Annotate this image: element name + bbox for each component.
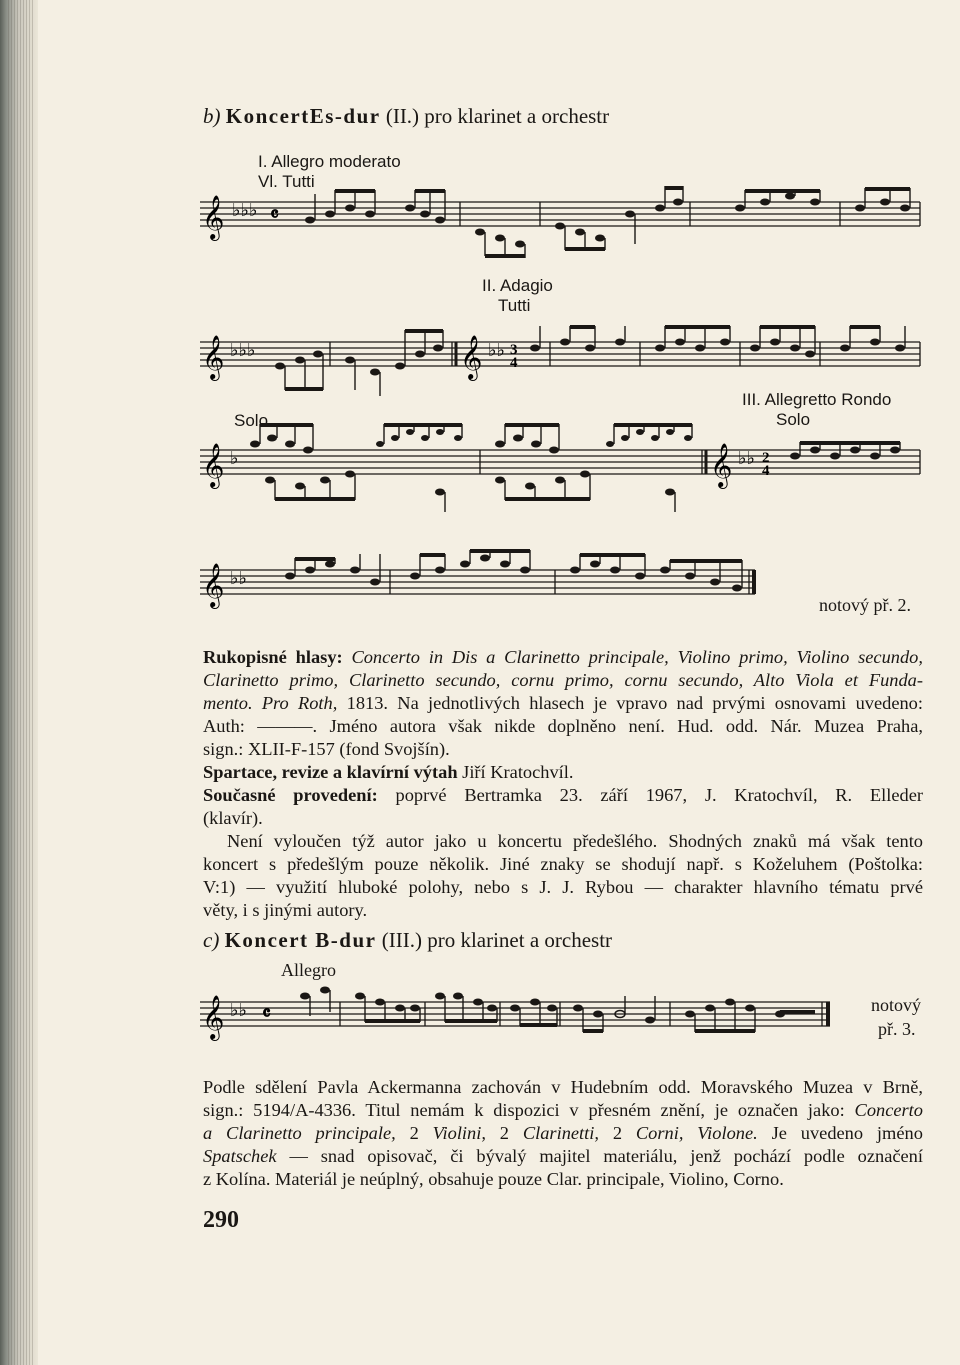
text-fragment: Corni, Violone. bbox=[635, 1123, 758, 1143]
svg-text:♭: ♭ bbox=[230, 448, 239, 469]
text-fragment: Violini, bbox=[432, 1123, 486, 1143]
example-3-label-line1: notový bbox=[871, 995, 922, 1015]
text-line bbox=[203, 1122, 923, 1145]
text-line: V:1) — využití hluboké polohy, nebo s J. J. Rybou — charakter hlavního tématu prvé bbox=[203, 877, 923, 897]
text-line bbox=[203, 646, 923, 669]
page-number: 290 bbox=[203, 1207, 239, 1233]
page-edge-stack bbox=[8, 0, 34, 1365]
movement-2-label: II. Adagio bbox=[482, 276, 553, 295]
example-2-label: notový př. 2. bbox=[819, 595, 911, 615]
section-c-letter: c) bbox=[203, 928, 220, 952]
text-fragment: 1813. Na jednotlivých hlasech je vpravo nad prvými osnovami uvedeno: bbox=[346, 693, 923, 713]
movement-1-label: I. Allegro moderato bbox=[258, 152, 401, 171]
text-fragment: Jiří Kratochvíl. bbox=[462, 762, 574, 782]
svg-text:♭♭: ♭♭ bbox=[488, 340, 505, 361]
section-b-letter: b) bbox=[203, 104, 221, 128]
tempo-allegro: Allegro bbox=[281, 960, 336, 980]
svg-text:𝄴: 𝄴 bbox=[262, 1001, 271, 1025]
text-line: Auth: ———. Jméno autora však nikde doplněno není. Hud. odd. Nár. Muzea Praha, bbox=[203, 716, 923, 736]
text-fragment: poprvé Bertramka 23. září 1967, J. Kratochvíl, R. Elleder bbox=[395, 785, 923, 805]
section-b-subtitle: (II.) pro klarinet a orchestr bbox=[385, 104, 610, 128]
text-line: sign.: XLII-F-157 (fond Svojšín). bbox=[203, 739, 450, 759]
manuscript-parts-heading: Rukopisné hlasy: bbox=[203, 647, 343, 667]
text-fragment: a Clarinetto principale, bbox=[203, 1123, 396, 1143]
text-fragment: — snad opisovač, či bývalý majitel materiálu, jenž pochází podle označení bbox=[289, 1146, 923, 1166]
section-b-title: KoncertEs-dur bbox=[225, 104, 381, 128]
text-fragment: Concerto in Dis a Clarinetto principale, Violino primo, Violino secundo, bbox=[351, 647, 923, 667]
performance-heading: Současné provedení: bbox=[203, 785, 378, 805]
section-c-heading bbox=[203, 928, 612, 953]
section-b-heading bbox=[203, 104, 609, 129]
text-line bbox=[203, 784, 923, 807]
movement-3-label: III. Allegretto Rondo bbox=[742, 390, 892, 409]
svg-text:4: 4 bbox=[510, 355, 518, 371]
svg-text:𝄞: 𝄞 bbox=[202, 563, 225, 607]
solo-marking-left: Solo bbox=[234, 411, 269, 430]
svg-text:𝄞: 𝄞 bbox=[202, 995, 225, 1039]
text-line bbox=[203, 1099, 923, 1122]
text-line bbox=[203, 692, 923, 715]
text-fragment: Spatschek bbox=[203, 1146, 277, 1166]
svg-text:𝄞: 𝄞 bbox=[202, 335, 225, 379]
text-line: (klavír). bbox=[203, 808, 263, 828]
svg-text:♭♭♭: ♭♭♭ bbox=[230, 340, 256, 361]
svg-text:𝄞: 𝄞 bbox=[202, 443, 225, 487]
svg-text:3: 3 bbox=[510, 342, 518, 358]
text-line: věty, i s jinými autory. bbox=[203, 900, 368, 920]
source-description bbox=[203, 1076, 923, 1191]
svg-text:𝄞: 𝄞 bbox=[202, 195, 225, 239]
svg-text:♭♭: ♭♭ bbox=[230, 568, 247, 589]
music-staff-1 bbox=[200, 186, 925, 266]
section-c-subtitle: (III.) pro klarinet a orchestr bbox=[381, 928, 613, 952]
movement-3-sub: Solo bbox=[776, 410, 811, 429]
svg-text:4: 4 bbox=[762, 463, 770, 479]
text-fragment: 2 bbox=[409, 1123, 419, 1143]
text-line: Podle sdělení Pavla Ackermanna zachován v Hudebním odd. Moravského Muzea v Brně, bbox=[203, 1077, 923, 1097]
text-line: Není vyloučen týž autor jako u koncertu předešlého. Shodných znaků má však tento bbox=[227, 831, 923, 851]
manuscript-description bbox=[203, 646, 923, 922]
text-fragment: Je uvedeno jméno bbox=[771, 1123, 923, 1143]
text-fragment: 2 bbox=[499, 1123, 509, 1143]
svg-text:𝄞: 𝄞 bbox=[710, 443, 733, 487]
svg-text:♭♭♭: ♭♭♭ bbox=[232, 200, 258, 221]
music-staff-4 bbox=[200, 548, 760, 618]
text-fragment: mento. Pro Roth, bbox=[203, 693, 338, 713]
text-line bbox=[203, 761, 923, 784]
text-fragment: Concerto bbox=[854, 1100, 923, 1120]
example-3-label-line2: př. 3. bbox=[878, 1019, 916, 1039]
svg-text:♭♭: ♭♭ bbox=[230, 1000, 247, 1021]
svg-text:2: 2 bbox=[762, 450, 770, 466]
text-fragment: Clarinetti, bbox=[522, 1123, 599, 1143]
svg-text:𝄴: 𝄴 bbox=[270, 202, 279, 226]
text-line: z Kolína. Materiál je neúplný, obsahuje pouze Clar. principale, Violino, Corno. bbox=[203, 1169, 784, 1189]
text-line: Clarinetto primo, Clarinetto secundo, cornu primo, cornu secundo, Alto Viola et Funda- bbox=[203, 670, 923, 690]
music-staff-3 bbox=[200, 420, 925, 520]
text-line: koncert s předešlým pouze několik. Jiné znaky se shodují např. s Koželuhem (Poštolka: bbox=[203, 854, 923, 874]
text-line bbox=[203, 1145, 923, 1168]
music-staff-5 bbox=[200, 982, 835, 1052]
text-fragment: 2 bbox=[612, 1123, 623, 1143]
movement-2-sub: Tutti bbox=[498, 296, 531, 315]
svg-text:𝄞: 𝄞 bbox=[460, 335, 483, 379]
svg-text:♭♭: ♭♭ bbox=[738, 448, 755, 469]
music-staff-2 bbox=[200, 318, 925, 398]
arrangement-heading: Spartace, revize a klavírní výtah bbox=[203, 762, 458, 782]
section-c-title: Koncert B-dur bbox=[224, 928, 377, 952]
movement-1-sub: Vl. Tutti bbox=[258, 172, 315, 191]
text-fragment: sign.: 5194/A-4336. Titul nemám k dispozici v přesném znění, je označen jako: bbox=[203, 1100, 845, 1120]
